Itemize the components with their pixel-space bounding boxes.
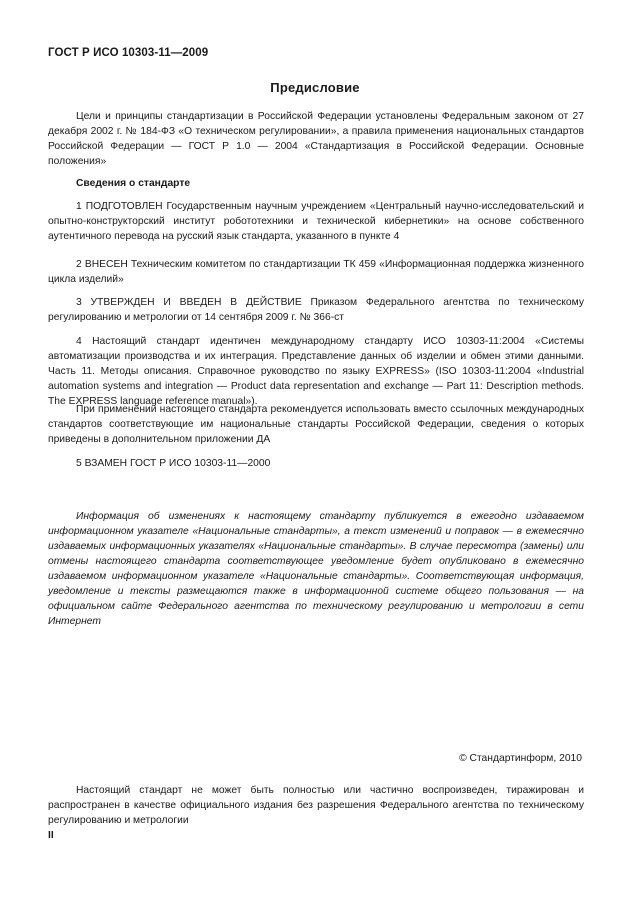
amendments-notice: Информация об изменениях к настоящему стандарту публикуется в ежегодно издаваемом информационном указателе «Национальные стандарты», а текст изменений и поправок — в ежемесячно издаваемых информационных указателях «Национальные стандарты». В случае пересмотра (замены) или отмены настоящего стандарта соответствующее уведомление будет опубликовано в ежемесячно издаваемом информационном указателе «Национальные стандарты». Соответствующая информация, уведомление и тексты размещаются также в информационной системе общего пользования — на официальном сайте Федерального агентства по техническому регулированию и метрологии в сети Интернет <box>48 511 584 627</box>
item-identical-standard: 4 Настоящий стандарт идентичен международному стандарту ИСО 10303-11:2004 «Системы автоматизации производства и их интеграция. Представление данных об изделии и обмен этими данными. Часть 11. Методы описания. Справочное руководство по языку EXPRESS» (ISO 10303-11:2004 «Industrial automation systems and integration — Product data representation and exchange — Part 11: Description methods. The EXPRESS language reference manual»). <box>48 336 584 407</box>
item-prepared: 1 ПОДГОТОВЛЕН Государственным научным учреждением «Центральный научно-исследовательский и опытно-конструкторский институт робототехники и технической кибернетики» на основе собственного аутентичного перевода на русский язык стандарта, указанного в пункте 4 <box>48 201 584 242</box>
reproduction-notice: Настоящий стандарт не может быть полностью или частично воспроизведен, тиражирован и распространен в качестве официального издания без разрешения Федерального агентства по техническому регулированию и метрологии <box>48 785 584 826</box>
item-references-note: При применении настоящего стандарта рекомендуется использовать вместо ссылочных международных стандартов соответствующие им национальные стандарты Российской Федерации, сведения о которых приведены в дополнительном приложении ДА <box>48 404 584 445</box>
item-replaces: 5 ВЗАМЕН ГОСТ Р ИСО 10303-11—2000 <box>76 458 271 469</box>
item-submitted: 2 ВНЕСЕН Техническим комитетом по стандартизации ТК 459 «Информационная поддержка жизненного цикла изделий» <box>48 259 584 285</box>
intro-paragraph: Цели и принципы стандартизации в Российской Федерации установлены Федеральным законом от 27 декабря 2002 г. № 184-ФЗ «О техническом регулировании», а правила применения национальных стандартов Российской Федерации — ГОСТ Р 1.0 — 2004 «Стандартизация в Российской Федерации. Основные положения» <box>48 111 584 167</box>
document-code-header: ГОСТ Р ИСО 10303-11—2009 <box>48 47 209 59</box>
page-number: II <box>48 830 54 841</box>
item-approved: 3 УТВЕРЖДЕН И ВВЕДЕН В ДЕЙСТВИЕ Приказом Федерального агентства по техническому регулированию и метрологии от 14 сентября 2009 г. № 366-ст <box>48 297 584 323</box>
standard-info-heading: Сведения о стандарте <box>76 178 191 189</box>
page-title: Предисловие <box>270 80 360 95</box>
copyright-line: © Стандартинформ, 2010 <box>459 753 582 764</box>
